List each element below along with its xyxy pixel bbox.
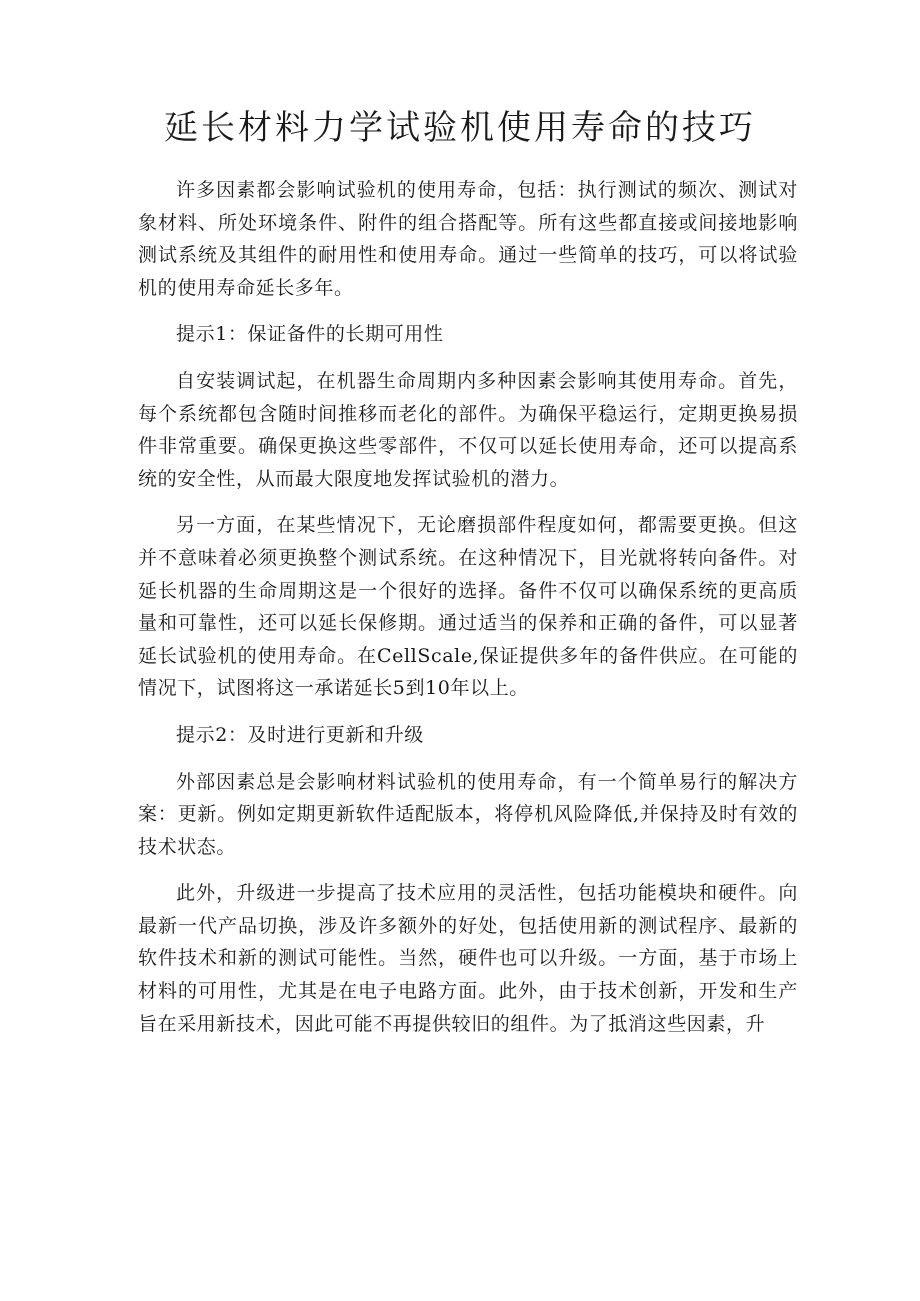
page-title: 延长材料力学试验机使用寿命的技巧 [164, 108, 756, 148]
tip-2-heading: 提示2：及时进行更新和升级 [176, 723, 424, 746]
tip-1-heading: 提示1：保证备件的长期可用性 [176, 323, 444, 346]
paragraph-intro: 许多因素都会影响试验机的使用寿命，包括：执行测试的频次、测试对象材料、所处环境条件、附件的组合搭配等。所有这些都直接或间接地影响测试系统及其组件的耐用性和使用寿命。通过一些简单的技巧，可以将试验机的使用寿命延长多年。 [138, 179, 798, 299]
paragraph-tip2-a: 外部因素总是会影响材料试验机的使用寿命，有一个简单易行的解决方案：更新。例如定期更新软件适配版本，将停机风险降低,并保持及时有效的技术状态。 [138, 770, 798, 858]
document-body [138, 174, 798, 1054]
paragraph-tip1-a: 自安装调试起，在机器生命周期内多种因素会影响其使用寿命。首先，每个系统都包含随时间推移而老化的部件。为确保平稳运行，定期更换易损件非常重要。确保更换这些零部件，不仅可以延长使用寿命，还可以提高系统的安全性，从而最大限度地发挥试验机的潜力。 [138, 369, 798, 490]
paragraph-tip1-b: 另一方面，在某些情况下，无论磨损部件程度如何，都需要更换。但这并不意味着必须更换整个测试系统。在这种情况下，目光就将转向备件。对延长机器的生命周期这是一个很好的选择。备件不仅可以确保系统的更高质量和可靠性，还可以延长保修期。通过适当的保养和正确的备件，可以显著延长试验机的使用寿命。在CellScale,保证提供多年的备件供应。在可能的情况下，试图将这一承诺延长5到10年以上。 [138, 514, 798, 700]
paragraph-tip2-b: 此外，升级进一步提高了技术应用的灵活性，包括功能模块和硬件。向最新一代产品切换，涉及许多额外的好处，包括使用新的测试程序、最新的软件技术和新的测试可能性。当然，硬件也可以升级。一方面，基于市场上材料的可用性，尤其是在电子电路方面。此外，由于技术创新，开发和生产旨在采用新技术，因此可能不再提供较旧的组件。为了抵消这些因素，升 [138, 882, 798, 1035]
